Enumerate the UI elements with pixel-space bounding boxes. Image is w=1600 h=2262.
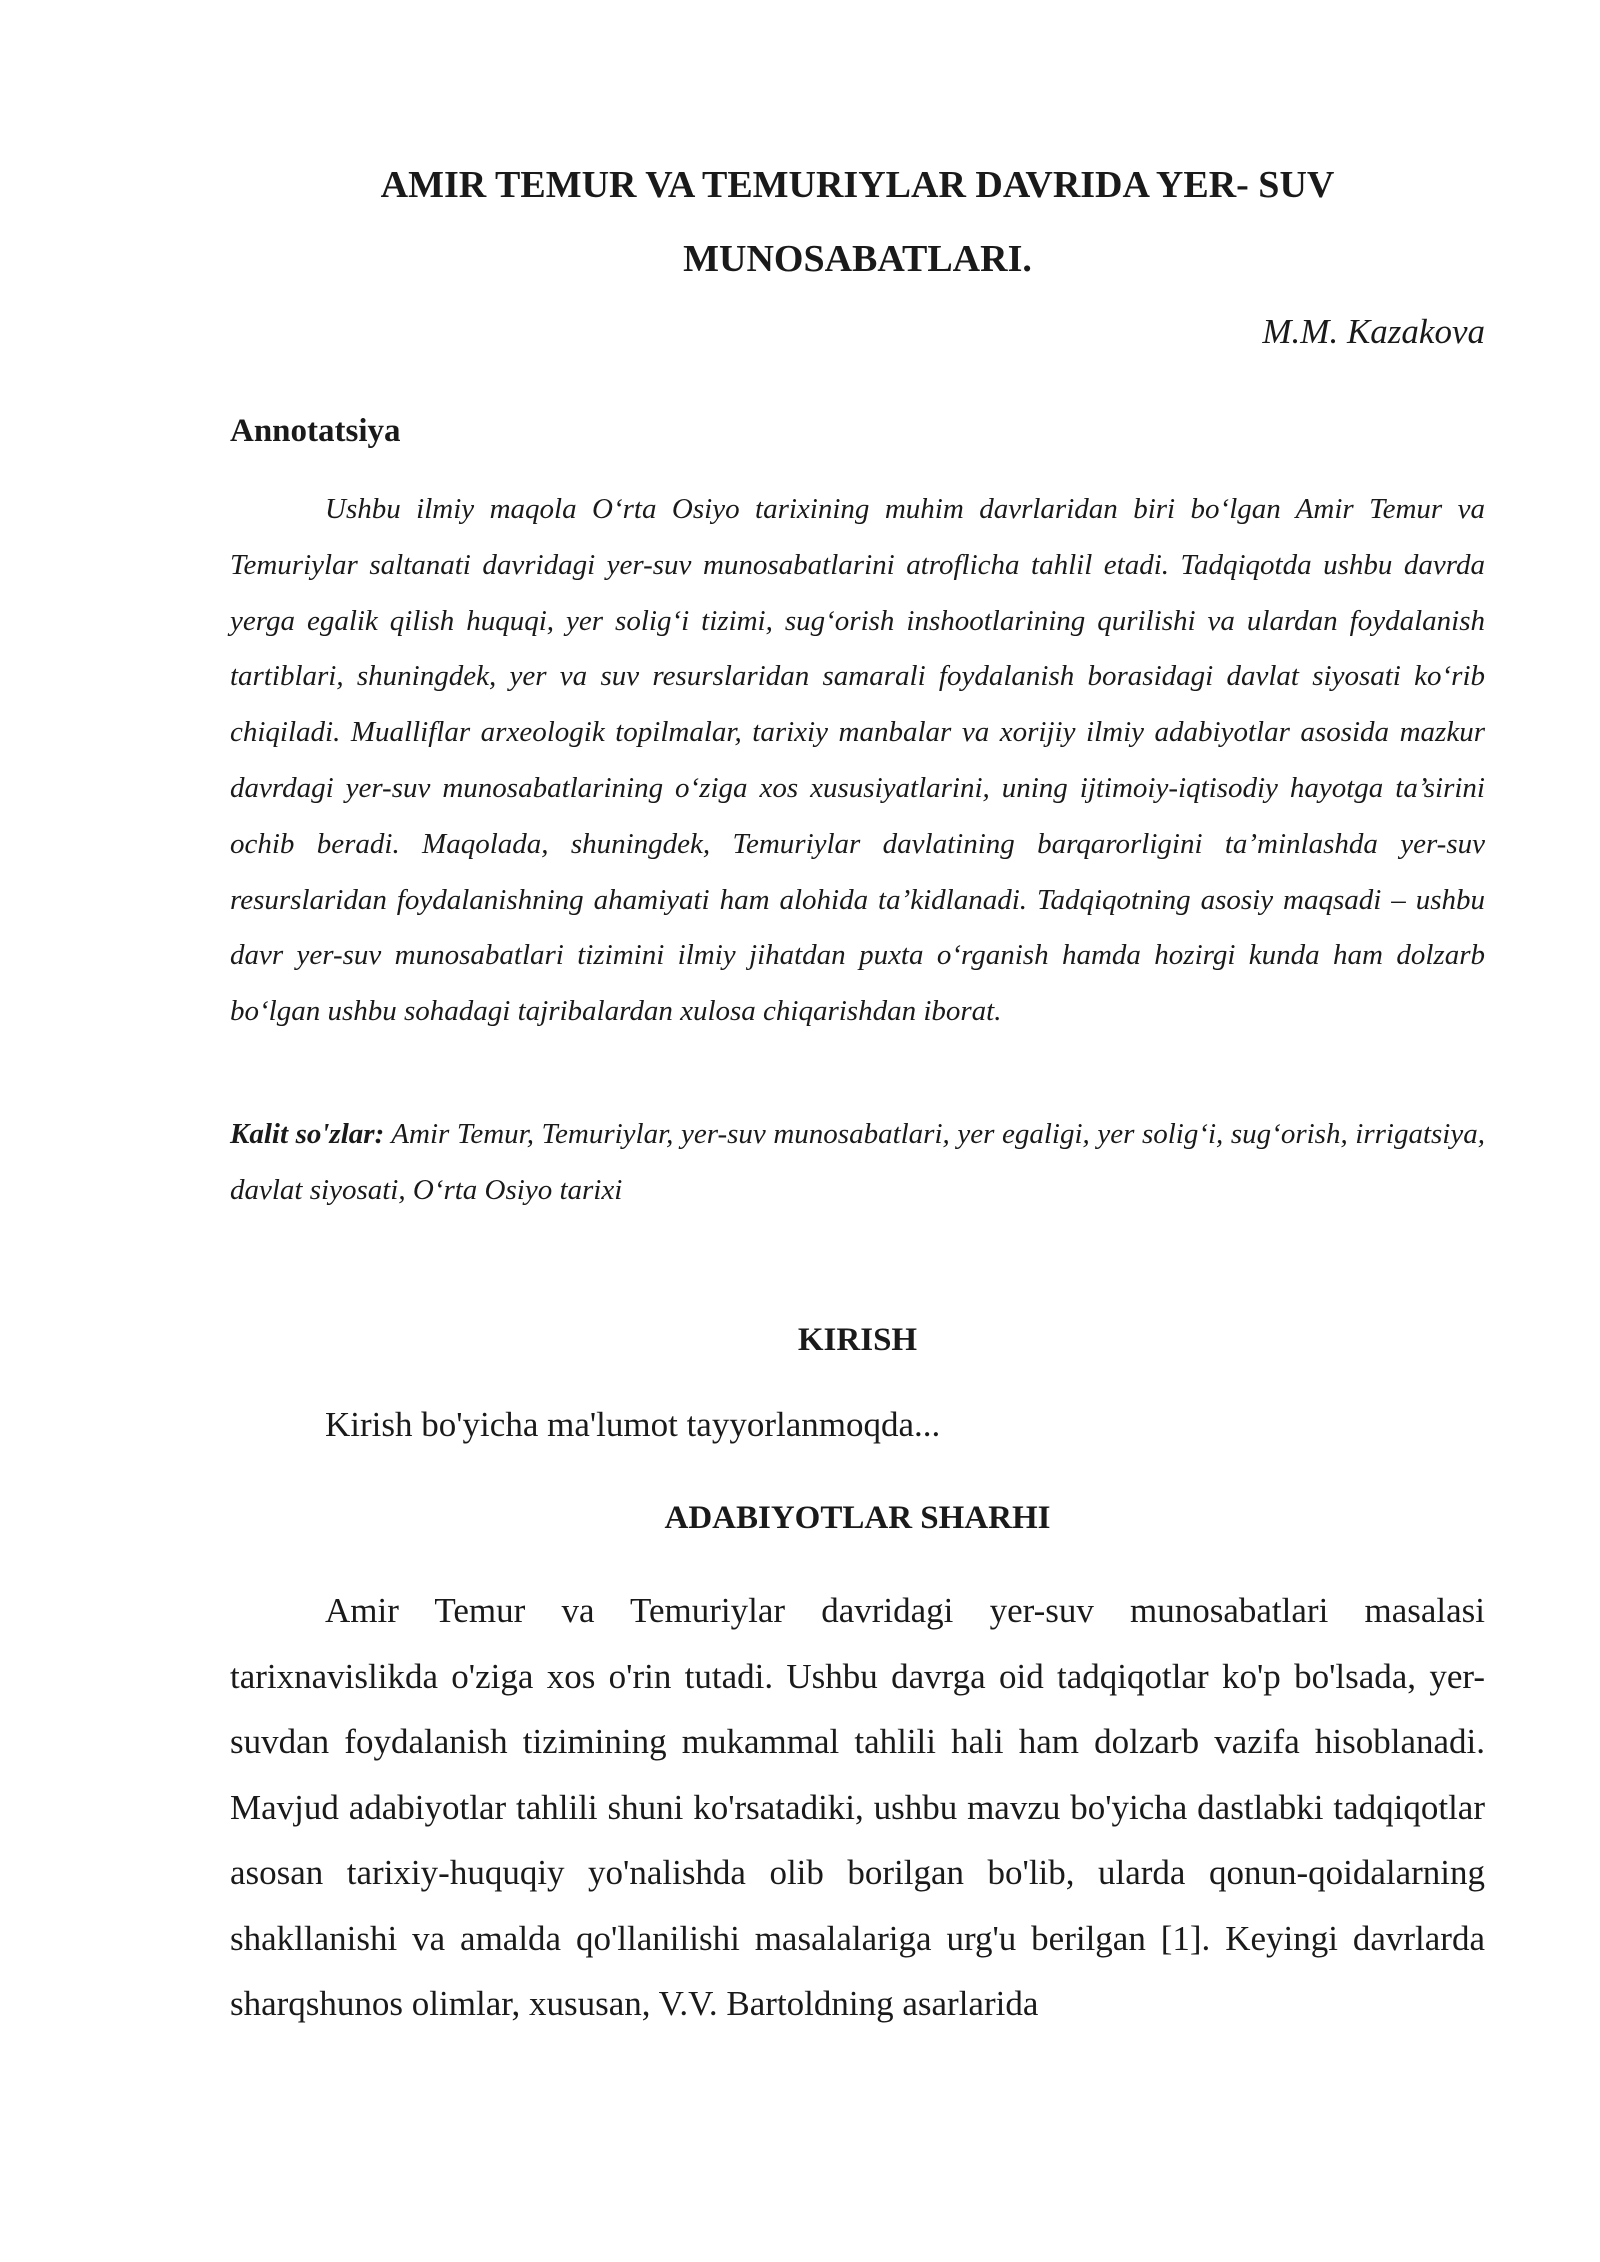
author-name: M.M. Kazakova [1262,312,1485,351]
literature-review-text: Amir Temur va Temuriylar davridagi yer-suv munosabatlari masalasi tarixnavislikda o'ziga xos o'rin tutadi. Ushbu davrga oid tadqiqotlar ko'p bo'lsada, yer-suvdan foydalanish tizimining mukammal tahlili hali ham dolzarb vazifa hisoblanadi. Mavjud adabiyotlar tahlili shuni ko'rsatadiki, ushbu mavzu bo'yicha dastlabki tadqiqotlar asosan tarixiy-huquqiy yo'nalishda olib borilgan bo'lib, ularda qonun-qoidalarning shakllanishi va amalda qo'llanilishi masalalariga urg'u berilgan [1]. Keyingi davrlarda sharqshunos olimlar, xususan, V.V. Bartoldning asarlarida [230,1591,1485,2023]
introduction-text: Kirish bo'yicha ma'lumot tayyorlanmoqda... [325,1405,941,1444]
paper-title: AMIR TEMUR VA TEMURIYLAR DAVRIDA YER- SUV MUNOSABATLARI. [380,164,1335,280]
annotation-heading: Annotatsiya [230,413,401,449]
keywords-label: Kalit so'zlar: [230,1118,385,1150]
keywords-paragraph [230,1107,1485,1219]
annotation-text: Ushbu ilmiy maqola O‘rta Osiyo tarixining muhim davrlaridan biri bo‘lgan Amir Temur va Temuriylar saltanati davridagi yer-suv munosabatlarini atroflicha tahlil etadi. Tadqiqotda ushbu davrda yerga egalik qilish huquqi, yer solig‘i tizimi, sug‘orish inshootlarining qurilishi va ulardan foydalanish tartiblari, shuningdek, yer va suv resurslaridan samarali foydalanish borasidagi davlat siyosati ko‘rib chiqiladi. Mualliflar arxeologik topilmalar, tarixiy manbalar va xorijiy ilmiy adabiyotlar asosida mazkur davrdagi yer-suv munosabatlarining o‘ziga xos xususiyatlarini, uning ijtimoiy-iqtisodiy hayotga ta’sirini ochib beradi. Maqolada, shuningdek, Temuriylar davlatining barqarorligini ta’minlashda yer-suv resurslaridan foydalanishning ahamiyati ham alohida ta’kidlanadi. Tadqiqotning asosiy maqsadi – ushbu davr yer-suv munosabatlari tizimini ilmiy jihatdan puxta o‘rganish hamda hozirgi kunda ham dolzarb bo‘lgan ushbu sohadagi tajribalardan xulosa chiqarishdan iborat. [230,493,1485,1028]
introduction-heading: KIRISH [797,1322,918,1358]
literature-review-heading: ADABIYOTLAR SHARHI [664,1500,1051,1536]
keywords-list: Amir Temur, Temuriylar, yer-suv munosabatlari, yer egaligi, yer solig‘i, sug‘orish, irrigatsiya, davlat siyosati, O‘rta Osiyo tarixi [230,1118,1485,1206]
